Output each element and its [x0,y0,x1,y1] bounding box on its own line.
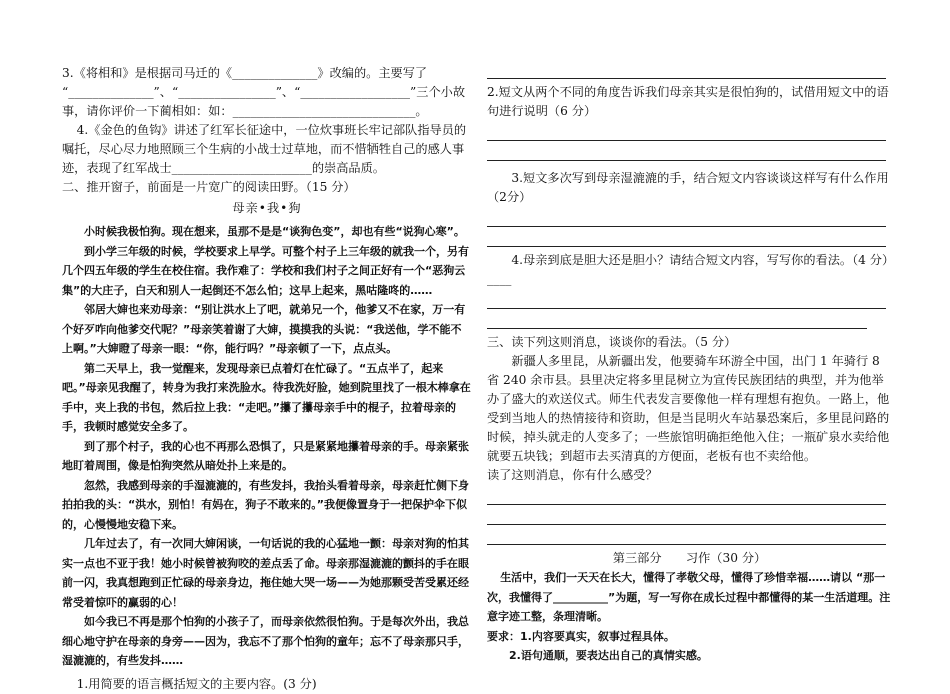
story-body [62,222,472,671]
essay-requirement-1: 要求：1.内容要真实，叙事过程具体。 [487,629,675,643]
section-3-title: 三、读下列这则消息，谈谈你的看法。（5 分） [487,335,737,349]
answer-line[interactable] [487,64,886,79]
story-paragraph: 几年过去了，有一次同大婶闲谈，一句话说的我的心猛地一颤：母亲对狗的怕其实一点也不亚于我！她小时候曾被狗咬的差点丢了命。母亲那湿漉漉的颤抖的手在眼前一闪，我真想跑到正忙碌的母亲身边，拖住她大哭一场——为她那颗受苦受累还经常受着惊吓的赢弱的心！ [62,537,469,609]
part-3-title: 第三部分 习作（30 分） [612,551,767,565]
section-2-title: 二、推开窗子，前面是一片宽广的阅读田野。（15 分） [62,180,356,194]
question-3: 3.《将相和》是根据司马迁的《______________》改编的。主要写了 “______________”、“________________”、“__________________”三个小故事，请你评价一下蔺相如：如：______________________________。 [62,66,466,118]
answer-line[interactable] [487,207,886,227]
essay-prompt: 生活中，我们一天天在长大，懂得了孝敬父母，懂得了珍惜幸福……请以 “那一次，我懂得了__________”为题，写一写你在成长过程中都懂得的某一生活道理。注意字迹工整，条理清晰。 [487,571,891,623]
essay-requirement-2: 2.语句通顺，要表达出自己的真情实感。 [509,649,708,662]
story-title: 母亲•我•狗 [232,201,302,215]
story-paragraph: 如今我已不再是那个怕狗的小孩子了，而母亲依然很怕狗。于是每次外出，我总细心地守护在母亲的身旁——因为，我忘不了那个怕狗的童年；忘不了母亲那只手，湿漉漉的，有些发抖…… [62,615,469,667]
answer-line[interactable] [487,525,886,545]
answer-line[interactable] [487,141,886,161]
left-column [62,64,472,694]
sub-question-2: 2.短文从两个不同的角度告诉我们母亲其实是很怕狗的，试借用短文中的语句进行说明（6 分） [487,85,889,118]
answer-line[interactable] [487,289,886,309]
story-paragraph: 小时候我极怕狗。现在想来，虽那不是是“谈狗色变”，却也有些“说狗心寒”。 [84,225,465,238]
sub-question-4: 4.母亲到底是胆大还是胆小？请结合短文内容，写写你的看法。（4 分）____ [487,253,889,286]
story-paragraph: 第二天早上，我一觉醒来，发现母亲已点着灯在忙碌了。“五点半了，起来吧。”母亲见我醒了，转身为我打来洗脸水。待我洗好脸，她到院里找了一根木棒拿在手中，夹上我的书包，然后拉上我：“走吧。”攥了攥母亲手中的棍子，拉着母亲的手，我顿时感觉安全多了。 [62,361,471,433]
answer-line[interactable] [487,227,886,247]
sub-question-1: 1.用简要的语言概括短文的主要内容。(3 分) [76,676,317,691]
answer-line[interactable] [487,121,886,141]
right-column [487,64,892,666]
question-4: 4.《金色的鱼钩》讲述了红军长征途中，一位炊事班长牢记部队指导员的嘱托，尽心尽力地照顾三个生病的小战士过草地，而不惜牺牲自己的感人事迹，表现了红军战士_______________________的崇高品质。 [62,123,467,175]
news-question: 读了这则消息，你有什么感受？ [487,468,658,482]
answer-line[interactable] [487,505,886,525]
story-paragraph: 到小学三年级的时候，学校要求上早学。可整个村子上三年级的就我一个，另有几个四五年级的学生在校住宿。我作难了：学校和我们村子之间正好有一个“恶狗云集”的大庄子，白天和别人一起倒还不怎么怕；这早上起来，黑咕隆咚的…… [62,244,469,297]
sub-question-3: 3.短文多次写到母亲湿漉漉的手，结合短文内容谈谈这样写有什么作用（2分） [487,171,889,204]
news-text: 新疆人多里昆，从新疆出发，他要骑车环游全中国，出门 1 年骑行 8 省 240 余市县。县里决定将多里昆树立为宣传民族团结的典型，并为他举办了盛大的欢送仪式。师生代表发言要像他一样有理想有抱负。一路上，他受到当地人的热情接待和资助，但是当昆明火车站暴恐案后，多里昆问路的时候，掉头就走的人变多了；一些旅馆明确拒绝他入住；一瓶矿泉水卖给他就要五块钱；到超市去买清真的方便面，老板有也不卖给他。 [487,354,890,463]
story-paragraph: 到了那个村子，我的心也不再那么恐惧了，只是紧紧地攥着母亲的手。母亲紧张地盯着周围，像是怕狗突然从暗处扑上来是的。 [62,439,469,472]
answer-line[interactable] [487,485,886,505]
answer-line[interactable] [487,309,867,329]
story-paragraph: 忽然，我感到母亲的手湿漉漉的，有些发抖，我抬头看着母亲，母亲赶忙侧下身拍拍我的头：“洪水，别怕！有妈在，狗子不敢来的。”我便像置身于一把保护伞下似的，心慢慢地安稳下来。 [62,478,469,531]
story-paragraph: 邻居大婶也来劝母亲：“别让洪水上了吧，就弟兄一个，他爹又不在家，万一有个好歹咋向他爹交代呢？”母亲笑着谢了大婶，摸摸我的头说：“我送他，学不能不上啊。”大婶瞪了母亲一眼：“你，能行吗？”母亲顿了一下，点点头。 [62,303,466,355]
